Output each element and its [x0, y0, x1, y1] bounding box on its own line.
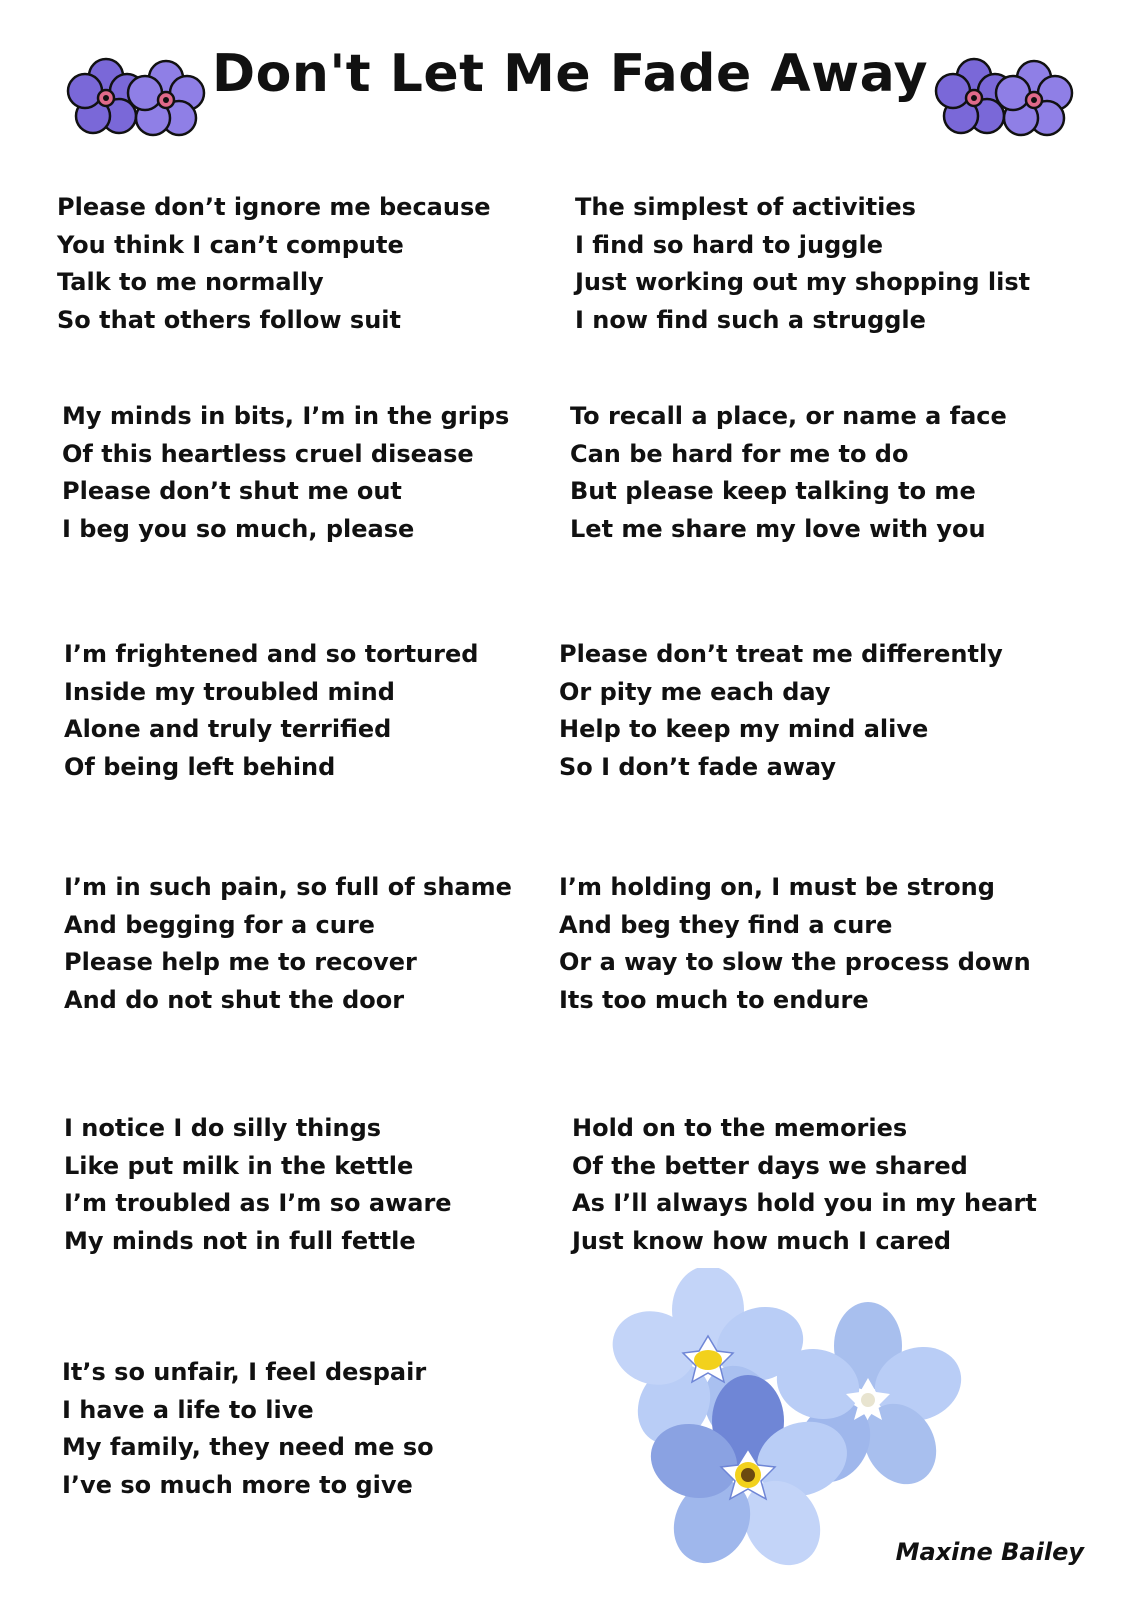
poem-line: My minds in bits, I’m in the grips — [62, 402, 510, 430]
poem-line: My family, they need me so — [62, 1433, 434, 1461]
stanza-7 — [64, 869, 512, 1019]
poem-line: I beg you so much, please — [62, 514, 415, 543]
poem-line: Please help me to recover — [64, 948, 417, 976]
poem-line: To recall a place, or name a face — [570, 402, 1007, 430]
poem-line: As I’ll always hold you in my heart — [572, 1189, 1037, 1217]
poem-line: I’m troubled as I’m so aware — [64, 1189, 452, 1217]
poem-line: And beg they find a cure — [559, 910, 893, 939]
poem-line: I’m frightened and so tortured — [64, 640, 479, 668]
poem-line: Like put milk in the kettle — [64, 1151, 414, 1180]
flower-cluster-left-icon — [62, 52, 212, 146]
poem-line: And do not shut the door — [64, 985, 405, 1014]
poem-line: So I don’t fade away — [559, 752, 837, 781]
poem-line: Can be hard for me to do — [570, 439, 909, 468]
poem-line: Let me share my love with you — [570, 514, 986, 543]
stanza-3 — [62, 398, 509, 548]
author-signature: Maxine Bailey — [895, 1538, 1084, 1566]
poem-line: I now find such a struggle — [575, 305, 926, 334]
stanza-5 — [64, 636, 478, 786]
forget-me-not-flowers-icon — [598, 1268, 978, 1578]
stanza-6 — [559, 636, 1003, 786]
stanza-10 — [572, 1110, 1037, 1260]
poem-line: Or a way to slow the process down — [559, 948, 1031, 976]
stanza-2 — [575, 189, 1030, 339]
stanza-8 — [559, 869, 1031, 1019]
poem-line: Please don’t treat me differently — [559, 640, 1003, 668]
poem-line: Alone and truly terrified — [64, 715, 392, 743]
poem-line: Of being left behind — [64, 752, 336, 781]
poem-line: But please keep talking to me — [570, 477, 976, 505]
poem-line: Or pity me each day — [559, 677, 831, 706]
poem-line: Its too much to endure — [559, 985, 869, 1014]
poem-line: Just working out my shopping list — [575, 268, 1031, 296]
poem-line: The simplest of activities — [575, 193, 916, 221]
poem-line: Hold on to the memories — [572, 1114, 908, 1142]
poem-line: Of the better days we shared — [572, 1151, 968, 1180]
stanza-4 — [570, 398, 1007, 548]
stanza-11 — [62, 1354, 434, 1504]
poem-line: I’m in such pain, so full of shame — [64, 873, 512, 901]
poem-line: Inside my troubled mind — [64, 677, 395, 706]
poem-line: I’ve so much more to give — [62, 1470, 413, 1499]
poem-line: I find so hard to juggle — [575, 230, 883, 259]
poem-line: So that others follow suit — [57, 305, 401, 334]
poem-line: You think I can’t compute — [57, 230, 404, 259]
poem-line: My minds not in full fettle — [64, 1226, 416, 1255]
poem-line: And begging for a cure — [64, 910, 375, 939]
stanza-1 — [57, 189, 491, 339]
poem-line: It’s so unfair, I feel despair — [62, 1358, 427, 1386]
poem-line: Help to keep my mind alive — [559, 715, 929, 743]
poem-line: Please don’t shut me out — [62, 477, 402, 505]
poem-line: I have a life to live — [62, 1395, 314, 1424]
poem-title: Don't Let Me Fade Away — [211, 44, 929, 104]
stanza-9 — [64, 1110, 452, 1260]
poem-line: I notice I do silly things — [64, 1114, 382, 1142]
poem-line: Please don’t ignore me because — [57, 193, 491, 221]
poem-line: Talk to me normally — [57, 268, 324, 296]
poem-line: Of this heartless cruel disease — [62, 439, 474, 468]
flower-cluster-right-icon — [930, 52, 1080, 146]
poem-line: I’m holding on, I must be strong — [559, 873, 995, 901]
poem-line: Just know how much I cared — [572, 1226, 952, 1255]
